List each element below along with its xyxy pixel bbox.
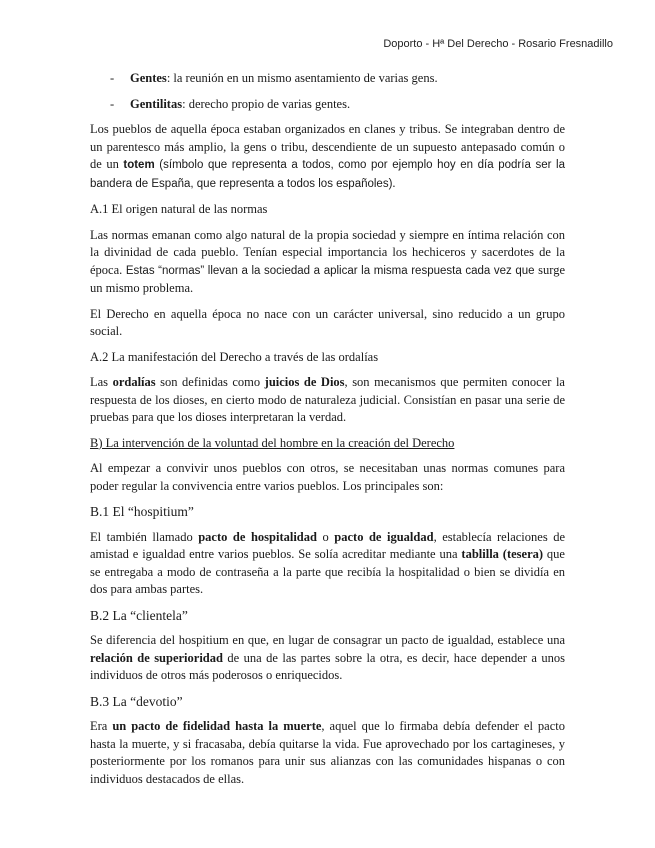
paragraph-convivir: Al empezar a convivir unos pueblos con otros, se necesitaban unas normas comunes para poder regular la convivencia entre varios pueblos. Los principales son:	[90, 461, 565, 493]
list-dash: -	[110, 96, 115, 111]
text-run: son definidas como	[155, 375, 265, 389]
paragraph-derecho: El Derecho en aquella época no nace con un carácter universal, sino reducido a un grupo social.	[90, 306, 565, 338]
text-run: , establecía relaciones de amistad e igualdad entre varios pueblos. Se solía acreditar mediante una	[90, 529, 566, 561]
heading-a1: A.1 El origen natural de las normas	[90, 202, 268, 216]
bold-tablilla: tablilla (tesera)	[461, 547, 544, 561]
heading-b1: B.1 El “hospitium”	[90, 504, 194, 519]
list-item-gentes	[90, 70, 565, 88]
text-run: surge un mismo problema.	[90, 262, 565, 295]
text-run: de una de las partes sobre la otra, es decir, hace depender a unos individuos de otros más poderosos o enriquecidos.	[90, 650, 565, 682]
text-run: , son mecanismos que permiten conocer la respuesta de los dioses, en cierto modo de naturaleza judicial. Consistían en pasar una serie de pruebas para que los dioses interpretaran la verdad.	[90, 375, 565, 424]
text-run: Se diferencia del hospitium en que, en lugar de consagrar un pacto de igualdad, establece una	[90, 633, 565, 647]
text-run: Los pueblos de aquella época estaban organizados en clanes y tribus. Se integraban dentro de un parentesco más amplio, la gens o tribu, descendiente de un supuesto antepasado común o de un	[90, 122, 565, 171]
document-body	[90, 70, 565, 796]
term-gentes: Gentes	[130, 71, 167, 85]
text-run: Las	[90, 375, 113, 389]
term-gentilitas: Gentilitas	[130, 96, 183, 111]
bold-pacto-hospitalidad: pacto de hospitalidad	[198, 529, 317, 544]
heading-a2: A.2 La manifestación del Derecho a través de las ordalías	[90, 349, 379, 364]
bold-totem: totem	[123, 159, 155, 171]
text-run: que se entregaba a modo de contraseña a la parte que recibía la hospitalidad o bien se dividía en dos para ambas partes.	[90, 547, 565, 596]
definition-gentes: : la reunión en un mismo asentamiento de varias gens.	[166, 71, 438, 85]
bold-pacto-igualdad: pacto de igualdad	[334, 529, 434, 544]
text-run: o	[316, 529, 335, 544]
list-item-gentilitas	[90, 96, 565, 114]
bold-ordalias: ordalías	[112, 375, 156, 389]
heading-b2: B.2 La “clientela”	[90, 607, 188, 623]
bold-juicios: juicios de Dios	[264, 375, 345, 389]
text-run-sans: (símbolo que representa a todos, como por ejemplo hoy en día podría ser la bandera de España, que representa a todos los españoles)	[90, 159, 565, 190]
bold-relacion-superioridad: relación de superioridad	[90, 650, 223, 665]
bold-pacto-fidelidad: un pacto de fidelidad hasta la muerte	[112, 719, 322, 733]
text-run: .	[392, 175, 396, 190]
text-run: Las normas emanan como algo natural de la propia sociedad y siempre en íntima relación con la divinidad de cada pueblo. Tenían especial importancia los hechiceros y sacerdotes de la época.	[90, 227, 565, 277]
paragraph-pueblos	[90, 121, 565, 193]
paragraph-normas	[90, 227, 565, 298]
heading-b3: B.3 La “devotio”	[90, 693, 183, 709]
paragraph-hospitium	[90, 529, 565, 599]
paragraph-ordalias	[90, 374, 565, 427]
paragraph-clientela	[90, 632, 565, 685]
text-run: , aquel que lo firmaba debía defender el pacto hasta la muerte, y si fracasaba, debía quitarse la vida. Fue aprovechado por los cartagineses, y posteriormente por los romanos para unir sus alianzas con las comunidades hispanas o con individuos destacados de ellas.	[90, 719, 565, 786]
running-header: Doporto - Hª Del Derecho - Rosario Fresnadillo	[383, 38, 613, 50]
text-run-sans: Estas “normas” llevan a la sociedad a aplicar la misma respuesta cada vez que	[125, 264, 535, 277]
paragraph-devotio	[90, 718, 565, 788]
definition-gentilitas: : derecho propio de varias gentes.	[182, 96, 351, 111]
text-run: El también llamado	[90, 529, 199, 544]
heading-b: B) La intervención de la voluntad del hombre en la creación del Derecho	[90, 435, 455, 450]
text-run: Era	[90, 719, 113, 733]
list-dash: -	[110, 71, 115, 85]
